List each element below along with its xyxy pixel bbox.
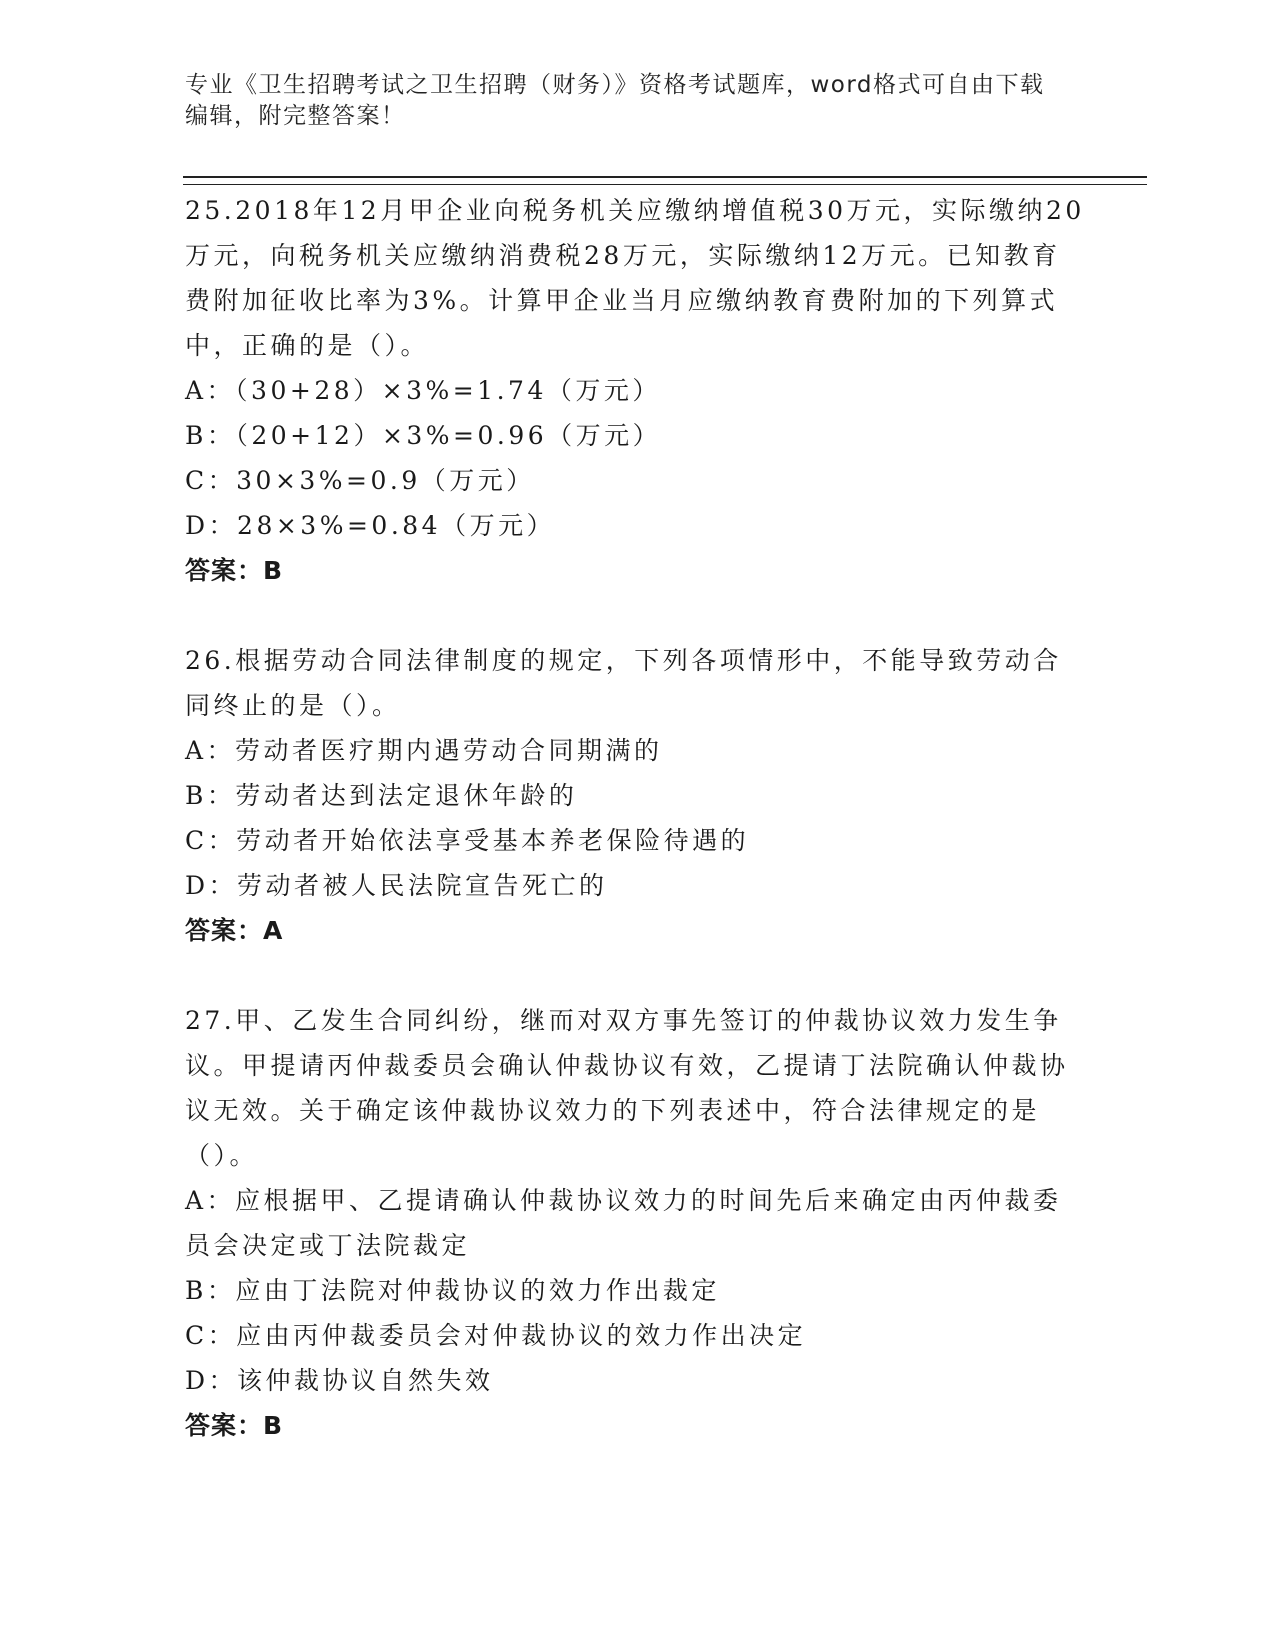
question-26 [185, 638, 1085, 954]
header-rule-thick [183, 176, 1147, 178]
document-header [185, 70, 1085, 132]
question-25 [185, 188, 1085, 594]
option-b: B：劳动者达到法定退休年龄的 [185, 781, 578, 810]
answer-line: 答案：B [185, 556, 284, 585]
question-text: 27.甲、乙发生合同纠纷，继而对双方事先签订的仲裁协议效力发生争议。甲提请丙仲裁委员会确认仲裁协议有效，乙提请丁法院确认仲裁协议无效。关于确定该仲裁协议效力的下列表述中，符合法律规定的是（）。 [185, 1006, 1069, 1170]
option-a: A：（30+28）×3%=1.74（万元） [185, 376, 661, 405]
option-a: A：劳动者医疗期内遇劳动合同期满的 [185, 736, 663, 765]
option-b: B：应由丁法院对仲裁协议的效力作出裁定 [185, 1276, 720, 1305]
question-list [185, 188, 1085, 1493]
question-text: 25.2018年12月甲企业向税务机关应缴纳增值税30万元，实际缴纳20万元，向税务机关应缴纳消费税28万元，实际缴纳12万元。已知教育费附加征收比率为3%。计算甲企业当月应缴纳教育费附加的下列算式中，正确的是（）。 [185, 196, 1085, 360]
question-text: 26.根据劳动合同法律制度的规定，下列各项情形中，不能导致劳动合同终止的是（）。 [185, 646, 1062, 720]
header-title-line1: 专业《卫生招聘考试之卫生招聘（财务）》资格考试题库，word格式可自由下载 [185, 72, 1045, 98]
option-d: D：28×3%=0.84（万元） [185, 511, 556, 540]
option-a: A：应根据甲、乙提请确认仲裁协议效力的时间先后来确定由丙仲裁委员会决定或丁法院裁定 [185, 1186, 1062, 1260]
option-c: C：应由丙仲裁委员会对仲裁协议的效力作出决定 [185, 1321, 807, 1350]
header-rule-thin [183, 184, 1147, 185]
option-b: B：（20+12）×3%=0.96（万元） [185, 421, 662, 450]
option-c: C：劳动者开始依法享受基本养老保险待遇的 [185, 826, 750, 855]
option-c: C：30×3%=0.9（万元） [185, 466, 535, 495]
option-d: D：该仲裁协议自然失效 [185, 1366, 494, 1395]
header-title-line2: 编辑，附完整答案！ [185, 103, 406, 129]
answer-line: 答案：B [185, 1411, 284, 1440]
question-27 [185, 998, 1085, 1449]
answer-line: 答案：A [185, 916, 284, 945]
option-d: D：劳动者被人民法院宣告死亡的 [185, 871, 608, 900]
